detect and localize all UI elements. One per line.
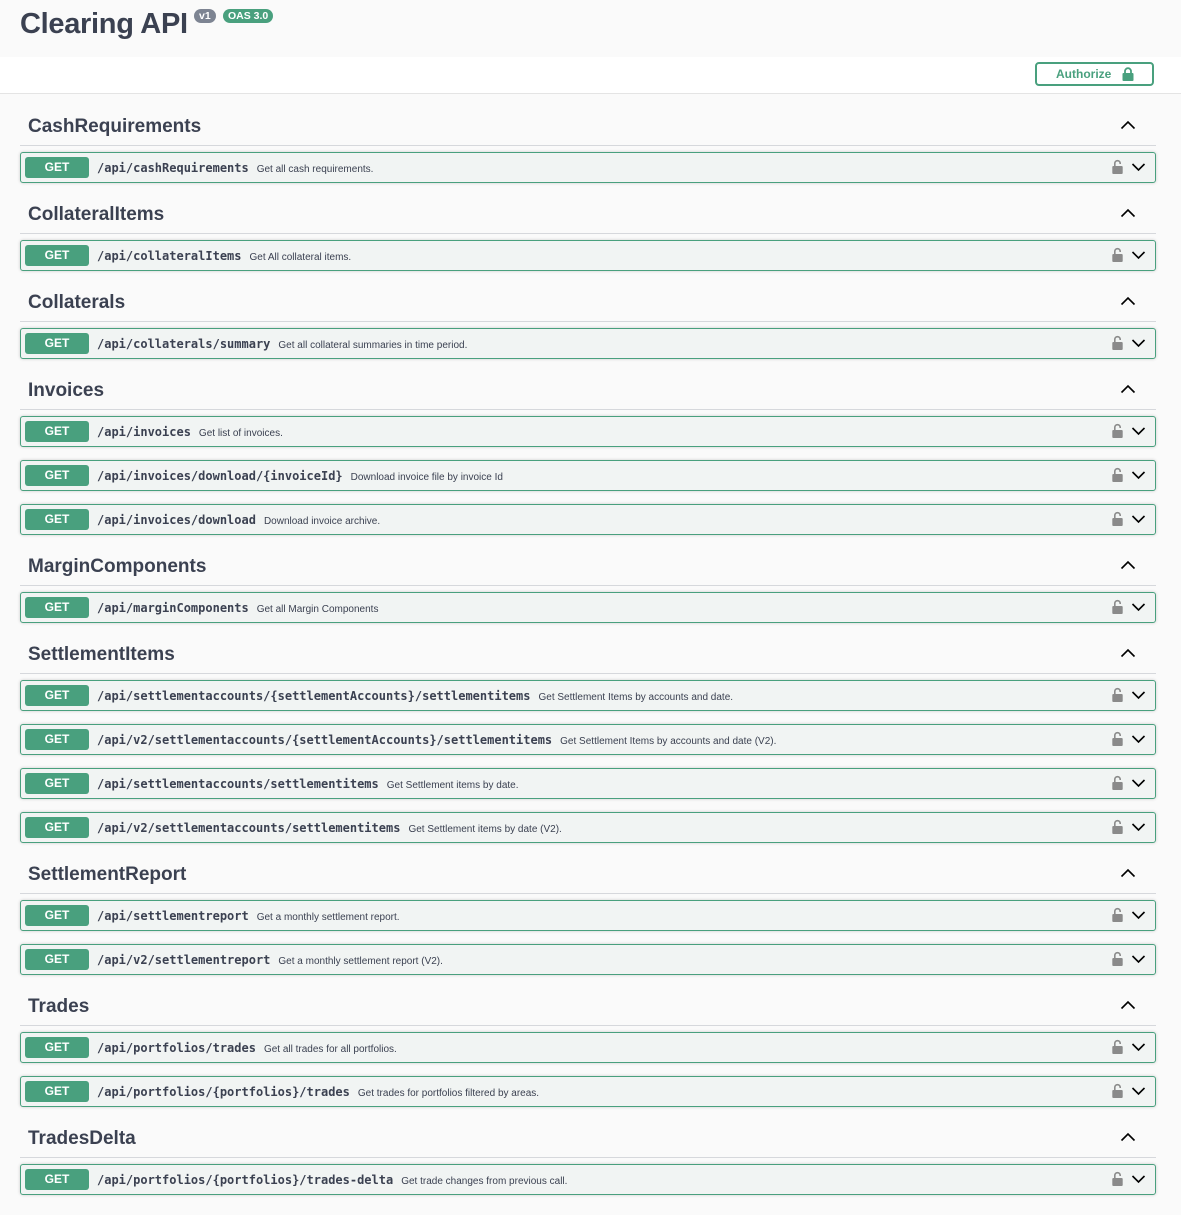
tag-name: CollateralItems [28, 204, 165, 225]
operation-row[interactable] [20, 240, 1156, 271]
operation-row[interactable] [20, 724, 1156, 755]
operation-summary: Download invoice archive. [263, 516, 381, 527]
operation-summary: Get trades for portfolios filtered by areas. [357, 1088, 540, 1099]
chevron-down-icon[interactable] [1131, 1174, 1146, 1184]
method-badge: GET [25, 157, 89, 178]
operation-row[interactable] [20, 592, 1156, 623]
lock-icon[interactable] [1112, 1171, 1123, 1186]
scheme-container [0, 57, 1181, 94]
chevron-down-icon[interactable] [1131, 954, 1146, 964]
operation-path [97, 161, 373, 175]
operation-path [97, 249, 351, 263]
method-badge: GET [25, 1037, 89, 1058]
operation-summary: Get All collateral items. [249, 252, 352, 263]
chevron-up-icon[interactable] [1120, 648, 1136, 658]
method-badge: GET [25, 729, 89, 750]
lock-icon[interactable] [1112, 951, 1123, 966]
method-badge: GET [25, 1081, 89, 1102]
lock-icon[interactable] [1112, 599, 1123, 614]
operation-path-text: /api/v2/settlementaccounts/{settlementAccounts}/settlementitems [97, 733, 553, 747]
operation-path-text: /api/cashRequirements [97, 161, 249, 175]
operation-summary: Get trade changes from previous call. [401, 1176, 568, 1187]
operation-path [97, 1041, 397, 1055]
chevron-down-icon[interactable] [1131, 734, 1146, 744]
operation-summary: Get Settlement Items by accounts and date (V2). [560, 736, 777, 747]
operation-row[interactable] [20, 812, 1156, 843]
tag-name: TradesDelta [28, 1128, 136, 1149]
info-header [0, 0, 1181, 57]
tag-header-collaterals[interactable] [20, 285, 1156, 322]
operation-summary: Get all Margin Components [256, 604, 379, 615]
method-badge: GET [25, 949, 89, 970]
chevron-down-icon[interactable] [1131, 338, 1146, 348]
operation-path [97, 425, 283, 439]
chevron-down-icon[interactable] [1131, 822, 1146, 832]
operation-path [97, 601, 378, 615]
chevron-down-icon[interactable] [1131, 602, 1146, 612]
tag-header-trades[interactable] [20, 989, 1156, 1026]
tag-header-settlementitems[interactable] [20, 637, 1156, 674]
operation-row[interactable] [20, 1032, 1156, 1063]
chevron-down-icon[interactable] [1131, 470, 1146, 480]
operation-row[interactable] [20, 460, 1156, 491]
operation-path-text: /api/portfolios/{portfolios}/trades-delta [97, 1173, 394, 1187]
operation-summary: Get list of invoices. [198, 428, 283, 439]
method-badge: GET [25, 817, 89, 838]
authorize-button[interactable] [1035, 62, 1154, 86]
chevron-up-icon[interactable] [1120, 208, 1136, 218]
chevron-down-icon[interactable] [1131, 910, 1146, 920]
method-badge: GET [25, 509, 89, 530]
method-badge: GET [25, 685, 89, 706]
operation-path-text: /api/portfolios/{portfolios}/trades [97, 1085, 350, 1099]
lock-icon[interactable] [1112, 775, 1123, 790]
lock-icon[interactable] [1112, 247, 1123, 262]
lock-icon[interactable] [1112, 731, 1123, 746]
api-title: Clearing API [20, 8, 188, 40]
operation-path [97, 1085, 539, 1099]
operation-path-text: /api/invoices/download/{invoiceId} [97, 469, 343, 483]
operation-path-text: /api/settlementreport [97, 909, 249, 923]
method-badge: GET [25, 333, 89, 354]
method-badge: GET [25, 421, 89, 442]
lock-icon[interactable] [1112, 335, 1123, 350]
operation-path-text: /api/v2/settlementreport [97, 953, 271, 967]
tag-header-margincomponents[interactable] [20, 549, 1156, 586]
operation-row[interactable] [20, 152, 1156, 183]
method-badge: GET [25, 245, 89, 266]
tag-name: SettlementReport [28, 864, 187, 885]
lock-icon[interactable] [1112, 907, 1123, 922]
operation-summary: Download invoice file by invoice Id [350, 472, 503, 483]
lock-icon[interactable] [1112, 423, 1123, 438]
chevron-down-icon[interactable] [1131, 1086, 1146, 1096]
operation-summary: Get Settlement items by date (V2). [408, 824, 562, 835]
chevron-down-icon[interactable] [1131, 162, 1146, 172]
operation-row[interactable] [20, 900, 1156, 931]
operation-path-text: /api/settlementaccounts/settlementitems [97, 777, 379, 791]
operation-row[interactable] [20, 680, 1156, 711]
method-badge: GET [25, 597, 89, 618]
tag-header-collateralitems[interactable] [20, 197, 1156, 234]
tag-header-settlementreport[interactable] [20, 857, 1156, 894]
operation-path-text: /api/settlementaccounts/{settlementAccounts}/settlementitems [97, 689, 531, 703]
operation-path [97, 689, 733, 703]
tag-header-tradesdelta[interactable] [20, 1121, 1156, 1158]
tag-name: Trades [28, 996, 90, 1017]
tag-header-invoices[interactable] [20, 373, 1156, 410]
tag-name: SettlementItems [28, 644, 175, 665]
chevron-up-icon[interactable] [1120, 1132, 1136, 1142]
chevron-up-icon[interactable] [1120, 384, 1136, 394]
chevron-up-icon[interactable] [1120, 560, 1136, 570]
chevron-down-icon[interactable] [1131, 778, 1146, 788]
method-badge: GET [25, 905, 89, 926]
operation-path-text: /api/invoices/download [97, 513, 256, 527]
lock-icon [1122, 67, 1134, 81]
operation-row[interactable] [20, 944, 1156, 975]
operation-path-text: /api/collateralItems [97, 249, 242, 263]
operation-row[interactable] [20, 504, 1156, 535]
tag-name: Invoices [28, 380, 105, 401]
operation-path-text: /api/marginComponents [97, 601, 249, 615]
operation-path [97, 1173, 567, 1187]
chevron-up-icon[interactable] [1120, 1000, 1136, 1010]
operation-summary: Get Settlement items by date. [386, 780, 519, 791]
operation-path [97, 953, 443, 967]
method-badge: GET [25, 465, 89, 486]
chevron-down-icon[interactable] [1131, 1042, 1146, 1052]
tag-name: MarginComponents [28, 556, 207, 577]
chevron-up-icon[interactable] [1120, 120, 1136, 130]
operation-path-text: /api/v2/settlementaccounts/settlementitems [97, 821, 401, 835]
operation-row[interactable] [20, 328, 1156, 359]
operation-path [97, 821, 562, 835]
operation-summary: Get all trades for all portfolios. [263, 1044, 397, 1055]
operation-row[interactable] [20, 416, 1156, 447]
chevron-up-icon[interactable] [1120, 868, 1136, 878]
operation-row[interactable] [20, 1076, 1156, 1107]
chevron-down-icon[interactable] [1131, 250, 1146, 260]
chevron-down-icon[interactable] [1131, 426, 1146, 436]
operation-path-text: /api/invoices [97, 425, 191, 439]
operation-path [97, 513, 380, 527]
operation-summary: Get a monthly settlement report (V2). [278, 956, 443, 967]
operation-path [97, 337, 467, 351]
lock-icon[interactable] [1112, 687, 1123, 702]
operation-path [97, 469, 503, 483]
lock-icon[interactable] [1112, 1039, 1123, 1054]
tag-name: Collaterals [28, 292, 126, 313]
lock-icon[interactable] [1112, 819, 1123, 834]
method-badge: GET [25, 773, 89, 794]
method-badge: GET [25, 1169, 89, 1190]
chevron-down-icon[interactable] [1131, 514, 1146, 524]
chevron-up-icon[interactable] [1120, 296, 1136, 306]
operation-path [97, 733, 776, 747]
lock-icon[interactable] [1112, 159, 1123, 174]
version-badge: v1 [194, 9, 216, 23]
tag-name: CashRequirements [28, 116, 202, 137]
lock-icon[interactable] [1112, 1083, 1123, 1098]
operation-path-text: /api/collaterals/summary [97, 337, 271, 351]
operation-row[interactable] [20, 768, 1156, 799]
operation-path-text: /api/portfolios/trades [97, 1041, 256, 1055]
lock-icon[interactable] [1112, 467, 1123, 482]
operation-path [97, 909, 400, 923]
chevron-down-icon[interactable] [1131, 690, 1146, 700]
oas-badge: OAS 3.0 [223, 9, 273, 23]
tag-header-cashrequirements[interactable] [20, 109, 1156, 146]
operation-summary: Get Settlement Items by accounts and date. [538, 692, 734, 703]
lock-icon[interactable] [1112, 511, 1123, 526]
operation-summary: Get all collateral summaries in time period. [278, 340, 468, 351]
operation-path [97, 777, 519, 791]
operation-summary: Get a monthly settlement report. [256, 912, 400, 923]
operation-summary: Get all cash requirements. [256, 164, 374, 175]
operation-row[interactable] [20, 1164, 1156, 1195]
authorize-label: Authorize [1056, 67, 1112, 81]
